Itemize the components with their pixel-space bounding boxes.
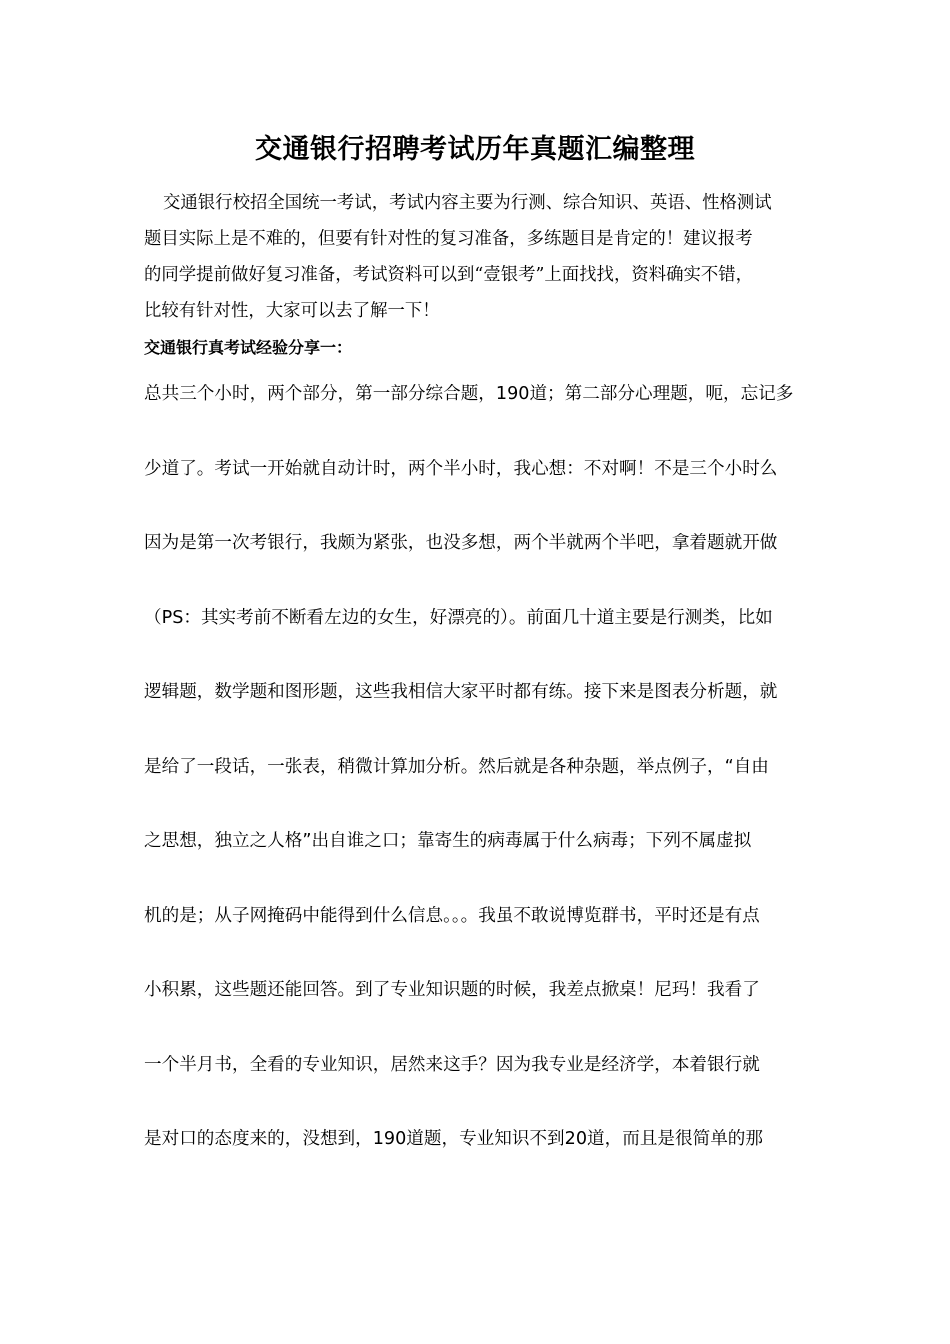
body-line: 是给了一段话，一张表，稍微计算加分析。然后就是各种杂题，举点例子，“自由 bbox=[144, 756, 769, 777]
body-line: 少道了。考试一开始就自动计时，两个半小时，我心想：不对啊！不是三个小时么 bbox=[144, 458, 778, 479]
body-paragraph bbox=[144, 369, 824, 1189]
intro-line: 题目实际上是不难的，但要有针对性的复习准备，多练题目是肯定的！建议报考 bbox=[144, 229, 753, 249]
section-heading: 交通银行真考试经验分享一： bbox=[144, 338, 353, 357]
intro-paragraph bbox=[144, 185, 820, 329]
body-line: 机的是；从子网掩码中能得到什么信息。。。我虽不敢说博览群书，平时还是有点 bbox=[144, 905, 760, 926]
body-line: 总共三个小时，两个部分，第一部分综合题，190道；第二部分心理题，呃，忘记多 bbox=[144, 384, 794, 404]
body-line: 小积累，这些题还能回答。到了专业知识题的时候，我差点掀桌！尼玛！我看了 bbox=[144, 980, 760, 1000]
body-line: 逻辑题，数学题和图形题，这些我相信大家平时都有练。接下来是图表分析题，就 bbox=[144, 682, 778, 702]
document-title: 交通银行招聘考试历年真题汇编整理 bbox=[255, 134, 695, 165]
body-line: 是对口的态度来的，没想到，190道题，专业知识不到20道，而且是很简单的那 bbox=[144, 1129, 763, 1149]
intro-line: 的同学提前做好复习准备，考试资料可以到“壹银考”上面找找，资料确实不错， bbox=[144, 265, 754, 285]
body-line: 因为是第一次考银行，我颇为紧张，也没多想，两个半就两个半吧，拿着题就开做 bbox=[144, 533, 778, 553]
body-line: 之思想，独立之人格”出自谁之口；靠寄生的病毒属于什么病毒；下列不属虚拟 bbox=[144, 831, 752, 851]
intro-line: 比较有针对性，大家可以去了解一下！ bbox=[144, 301, 440, 321]
body-line: （PS：其实考前不断看左边的女生，好漂亮的）。前面几十道主要是行测类，比如 bbox=[144, 607, 773, 628]
intro-line: 交通银行校招全国统一考试，考试内容主要为行测、综合知识、英语、性格测试 bbox=[163, 193, 772, 213]
body-line: 一个半月书，全看的专业知识，居然来这手？因为我专业是经济学，本着银行就 bbox=[144, 1054, 760, 1075]
